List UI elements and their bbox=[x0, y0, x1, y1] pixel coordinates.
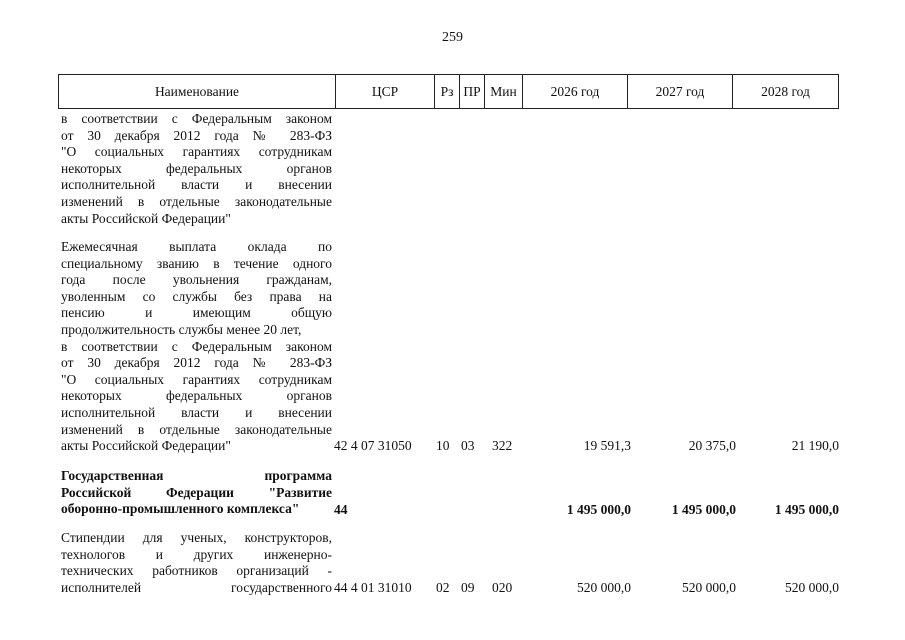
name-line: Ежемесячная выплата оклада по bbox=[61, 239, 332, 254]
name-line: пенсию и имеющим общую bbox=[61, 305, 332, 321]
name-line: технических работников организаций - bbox=[61, 563, 332, 579]
name-line: некоторых федеральных органов bbox=[61, 160, 332, 176]
row-name bbox=[61, 239, 332, 455]
name-line: года после увольнения гражданам, bbox=[61, 272, 332, 288]
row-2027: 1 495 000,0 bbox=[671, 502, 736, 517]
header-csr: ЦСР bbox=[335, 75, 434, 108]
name-line: от 30 декабря 2012 года № 283-ФЗ bbox=[61, 355, 332, 371]
row-csr: 44 bbox=[334, 502, 348, 517]
name-line: технологов и других инженерно- bbox=[61, 546, 332, 562]
name-line: изменений в отдельные законодательные bbox=[61, 421, 332, 437]
name-line: "О социальных гарантиях сотрудникам bbox=[61, 144, 332, 160]
header-2027: 2027 год bbox=[627, 75, 732, 108]
name-line: акты Российской Федерации" bbox=[61, 438, 231, 454]
row-2026: 19 591,3 bbox=[583, 438, 631, 453]
header-name: Наименование bbox=[154, 83, 240, 99]
row-2027: 20 375,0 bbox=[688, 438, 736, 453]
header-min: Мин bbox=[484, 75, 522, 108]
row-csr: 42 4 07 31050 bbox=[334, 438, 412, 453]
row-2028: 520 000,0 bbox=[785, 580, 839, 595]
name-line: исполнительной власти и внесении bbox=[61, 404, 332, 420]
row-name bbox=[61, 468, 332, 518]
header-2028: 2028 год bbox=[732, 75, 838, 108]
name-line: оборонно-промышленного комплекса" bbox=[61, 501, 300, 517]
name-line: Российской Федерации "Развитие bbox=[61, 484, 332, 500]
row-rz: 02 bbox=[436, 580, 450, 595]
name-line: некоторых федеральных органов bbox=[61, 388, 332, 404]
header-pr: ПР bbox=[459, 75, 484, 108]
row-pr: 03 bbox=[461, 438, 475, 453]
name-line: в соответствии с Федеральным законом bbox=[61, 111, 332, 126]
name-line: в соответствии с Федеральным законом bbox=[61, 338, 332, 354]
name-line: Стипендии для ученых, конструкторов, bbox=[61, 530, 332, 545]
name-line: уволенным со службы без права на bbox=[61, 288, 332, 304]
row-2026: 520 000,0 bbox=[577, 580, 631, 595]
page-number: 259 bbox=[442, 30, 463, 45]
row-min: 322 bbox=[492, 438, 513, 453]
row-name bbox=[61, 111, 332, 227]
row-2027: 520 000,0 bbox=[682, 580, 736, 595]
name-line: Государственная программа bbox=[61, 468, 332, 483]
row-rz: 10 bbox=[436, 438, 450, 453]
row-pr: 09 bbox=[461, 580, 475, 595]
row-2028: 1 495 000,0 bbox=[774, 502, 839, 517]
row-name bbox=[61, 530, 332, 596]
name-line: "О социальных гарантиях сотрудникам bbox=[61, 371, 332, 387]
header-2026: 2026 год bbox=[522, 75, 627, 108]
name-line: от 30 декабря 2012 года № 283-ФЗ bbox=[61, 127, 332, 143]
name-line: исполнительной власти и внесении bbox=[61, 177, 332, 193]
name-line: продолжительность службы менее 20 лет, bbox=[61, 321, 302, 337]
name-line: акты Российской Федерации" bbox=[61, 210, 231, 226]
row-2028: 21 190,0 bbox=[791, 438, 839, 453]
table-header bbox=[58, 74, 839, 109]
row-min: 020 bbox=[492, 580, 513, 595]
row-csr: 44 4 01 31010 bbox=[334, 580, 412, 595]
name-line: изменений в отдельные законодательные bbox=[61, 193, 332, 209]
name-line: исполнителей государственного bbox=[61, 579, 332, 595]
name-line: специальному званию в течение одного bbox=[61, 255, 332, 271]
row-2026: 1 495 000,0 bbox=[566, 502, 631, 517]
header-rz: Рз bbox=[434, 75, 459, 108]
